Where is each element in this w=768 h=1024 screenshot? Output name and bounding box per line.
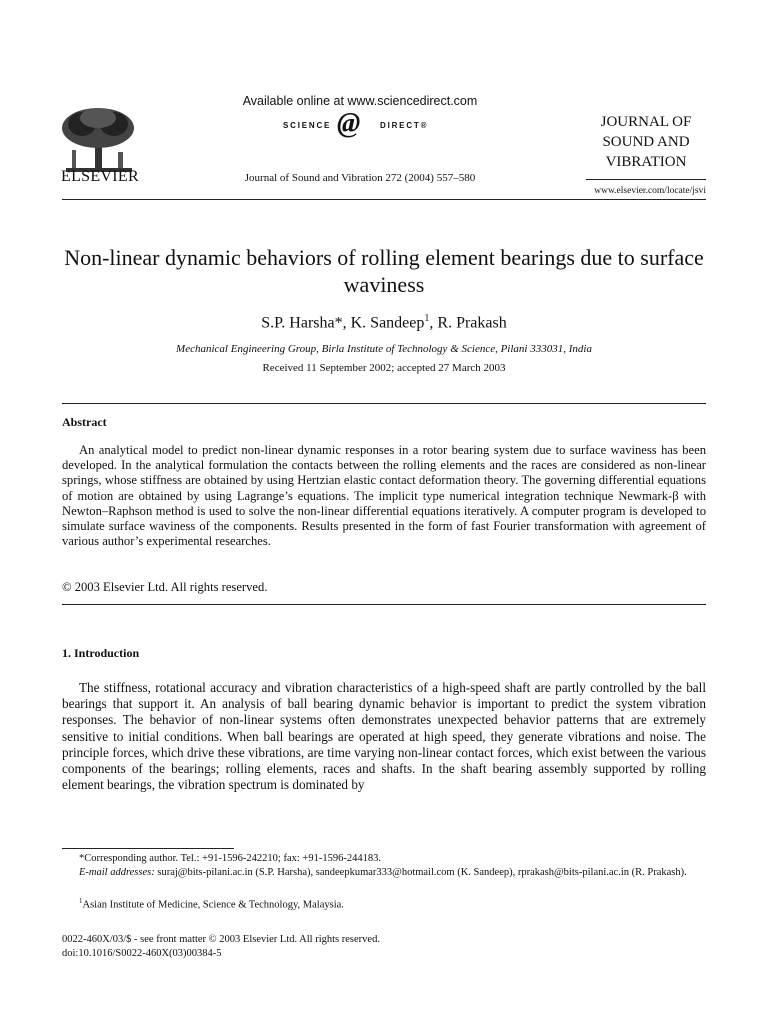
introduction-heading: 1. Introduction (62, 646, 140, 660)
journal-name-line2: SOUND AND (602, 134, 690, 150)
journal-name (586, 112, 706, 172)
introduction-body: The stiffness, rotational accuracy and vibration characteristics of a high-speed shaft are partly controlled by the ball bearings that support it. An analysis of ball bearing dynamic behavior is important to predict the system vibration responses. The behavior of non-linear systems often demonstrates unexpected behavior patterns that are extremely sensitive to initial conditions. When ball bearings are operated at high speed, they generate vibrations and noise. The principle forces, which drive these vibrations, are time varying non-linear contact forces, which exist between the various components of the bearings; rolling elements, races and shafts. In the shaft bearing assembly supported by rolling element bearings, the vibration spectrum is dominated by (62, 680, 706, 793)
journal-citation: Journal of Sound and Vibration 272 (2004) 557–580 (244, 172, 476, 184)
affiliation: Mechanical Engineering Group, Birla Institute of Technology & Science, Pilani 333031, India (176, 343, 592, 355)
email-label: E-mail addresses: (79, 867, 155, 878)
journal-name-line3: VIBRATION (605, 154, 687, 170)
footnote-affiliation-text: Asian Institute of Medicine, Science & Technology, Malaysia. (82, 899, 344, 911)
email-list[interactable]: suraj@bits-pilani.ac.in (S.P. Harsha), sandeepkumar333@hotmail.com (K. Sandeep), rprakash@bits-pilani.ac.in (R. Prakash). (154, 867, 687, 878)
footnote-mark: 1 (79, 897, 83, 905)
doi-line[interactable]: doi:10.1016/S0022-460X(03)00384-5 (62, 948, 222, 959)
abstract-body: An analytical model to predict non-linear dynamic responses in a rotor bearing system due to surface waviness has been developed. In the analytical formulation the contacts between the rolling elements and the races are considered as non-linear springs, whose stiffness are obtained by using Hertzian elastic contact deformation theory. The governing differential equations of motion are obtained by using Lagrange’s equations. The implicit type numerical integration technique Newmark-β with Newton–Raphson method is used to solve the non-linear differential equations iteratively. A computer program is developed to simulate surface waviness of the components. Results presented in the form of fast Fourier transformation with agreement of various author’s experimental researches. (62, 443, 706, 549)
footnote-corresponding-author: *Corresponding author. Tel.: +91-1596-242210; fax: +91-1596-244183. (79, 853, 381, 864)
author-harsha: S.P. Harsha* (261, 314, 343, 332)
available-online-text[interactable]: Available online at www.sciencedirect.com (242, 94, 478, 108)
abstract-copyright: © 2003 Elsevier Ltd. All rights reserved. (62, 580, 268, 594)
author-sandeep-footnote-mark: 1 (424, 313, 430, 324)
abstract-top-rule (62, 403, 706, 404)
sciencedirect-logo-right: DIRECT® (380, 121, 429, 130)
header-divider (62, 199, 706, 200)
author-list: S.P. Harsha*, K. Sandeep$^1$, R. Prakash (261, 313, 507, 332)
author-sandeep: K. Sandeep (350, 314, 425, 332)
issn-line: 0022-460X/03/$ - see front matter © 2003 Elsevier Ltd. All rights reserved. (62, 934, 380, 945)
article-title: Non-linear dynamic behaviors of rolling element bearings due to surface waviness (64, 245, 704, 297)
abstract-heading: Abstract (62, 415, 107, 429)
footnote-affiliation (62, 894, 706, 913)
sciencedirect-at-icon: @ (337, 108, 361, 139)
publisher-name: ELSEVIER (61, 168, 139, 185)
author-prakash: R. Prakash (437, 314, 507, 332)
footnote-email-addresses (62, 866, 706, 880)
journal-url[interactable]: www.elsevier.com/locate/jsvi (594, 186, 706, 196)
abstract-bottom-rule (62, 604, 706, 605)
journal-name-line1: JOURNAL OF (600, 114, 692, 130)
journal-name-rule (586, 179, 706, 180)
sciencedirect-logo-left: SCIENCE (283, 121, 332, 130)
received-dates: Received 11 September 2002; accepted 27 March 2003 (262, 362, 506, 374)
footnote-rule (62, 848, 234, 849)
